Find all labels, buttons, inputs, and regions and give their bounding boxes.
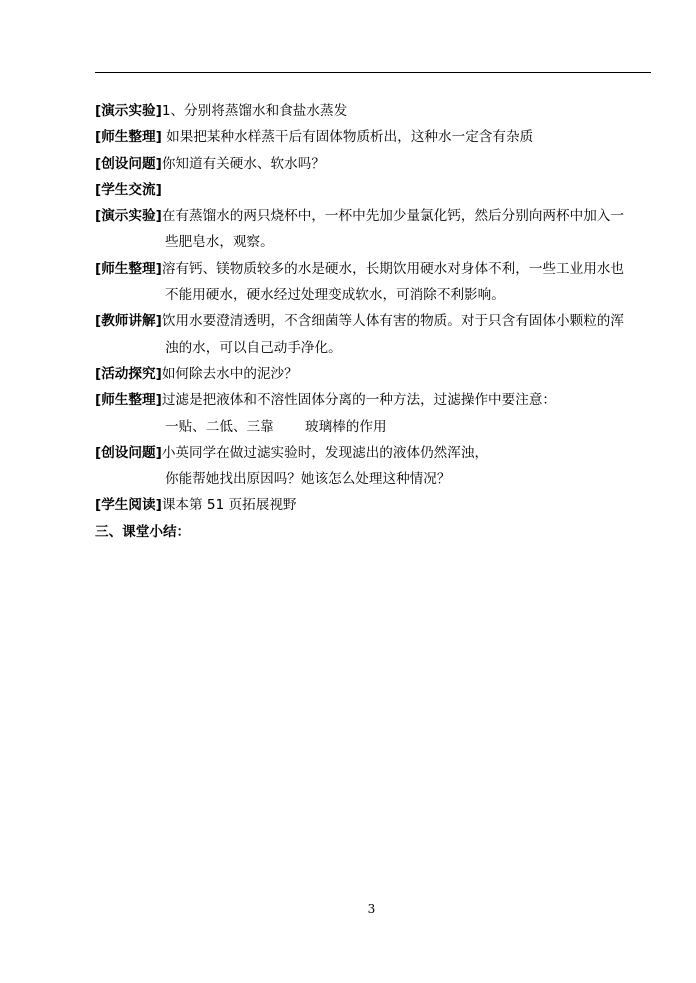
paragraph-activity	[95, 361, 651, 387]
paragraph-tag: [师生整理]	[95, 392, 162, 409]
paragraph-tag: [演示实验]	[95, 103, 162, 119]
paragraph-text: 饮用水要澄清透明，不含细菌等人体有害的物质。对于只含有固体小颗粒的浑	[161, 313, 624, 330]
paragraph-tag: [活动探究]	[95, 365, 162, 382]
paragraph-student-exchange	[95, 177, 651, 203]
lesson-content	[95, 98, 651, 545]
paragraph-text: 1、分别将蒸馏水和食盐水蒸发	[161, 103, 348, 119]
paragraph-text: 在有蒸馏水的两只烧杯中，一杯中先加少量氯化钙，然后分别向两杯中加入一	[161, 208, 624, 225]
paragraph-text: 小英同学在做过滤实验时，发现滤出的液体仍然浑浊，	[161, 444, 489, 461]
paragraph-text: 课本第 51 页拓展视野	[161, 497, 297, 514]
paragraph-tag: [创设问题]	[95, 444, 162, 461]
paragraph-summary-3	[95, 387, 651, 413]
paragraph-tag: [师生整理]	[95, 129, 162, 146]
paragraph-continuation	[95, 466, 651, 492]
glass-rod-role: 玻璃棒的作用	[305, 418, 387, 435]
paragraph-continuation	[95, 414, 651, 440]
paragraph-text: 你知道有关硬水、软水吗？	[161, 155, 325, 172]
paragraph-continuation	[95, 282, 651, 308]
paragraph-demo-experiment-2	[95, 203, 651, 229]
paragraph-text: 你能帮她找出原因吗？她该怎么处理这种情况？	[165, 471, 451, 488]
filtration-rule: 一贴、二低、三靠	[165, 418, 274, 435]
page-number: 3	[367, 902, 376, 916]
paragraph-tag: [教师讲解]	[95, 313, 162, 330]
paragraph-teacher-explain	[95, 308, 651, 334]
paragraph-question-2	[95, 440, 651, 466]
paragraph-text: 些肥皂水，观察。	[165, 234, 274, 251]
paragraph-text: 浊的水，可以自己动手净化。	[165, 339, 342, 356]
paragraph-continuation	[95, 335, 651, 361]
paragraph-summary-1	[95, 124, 651, 150]
paragraph-student-reading	[95, 492, 651, 518]
paragraph-tag: [演示实验]	[95, 208, 162, 225]
paragraph-continuation	[95, 229, 651, 255]
paragraph-tag: [创设问题]	[95, 155, 162, 172]
section-title: 三、课堂小结：	[95, 523, 191, 540]
paragraph-text: 如果把某种水样蒸干后有固体物质析出，这种水一定含有杂质	[161, 129, 534, 146]
paragraph-text: 溶有钙、镁物质较多的水是硬水，长期饮用硬水对身体不利，一些工业用水也	[161, 260, 624, 277]
paragraph-tag: [师生整理]	[95, 260, 162, 277]
paragraph-text: 过滤是把液体和不溶性固体分离的一种方法，过滤操作中要注意：	[161, 392, 557, 409]
paragraph-summary-2	[95, 256, 651, 282]
paragraph-tag: [学生交流]	[95, 181, 162, 198]
paragraph-tag: [学生阅读]	[95, 497, 162, 514]
paragraph-question-1	[95, 151, 651, 177]
paragraph-demo-experiment-1	[95, 98, 651, 124]
paragraph-text: 不能用硬水，硬水经过处理变成软水，可消除不利影响。	[165, 287, 505, 304]
header-rule	[95, 72, 651, 73]
paragraph-text: 如何除去水中的泥沙？	[161, 365, 298, 382]
